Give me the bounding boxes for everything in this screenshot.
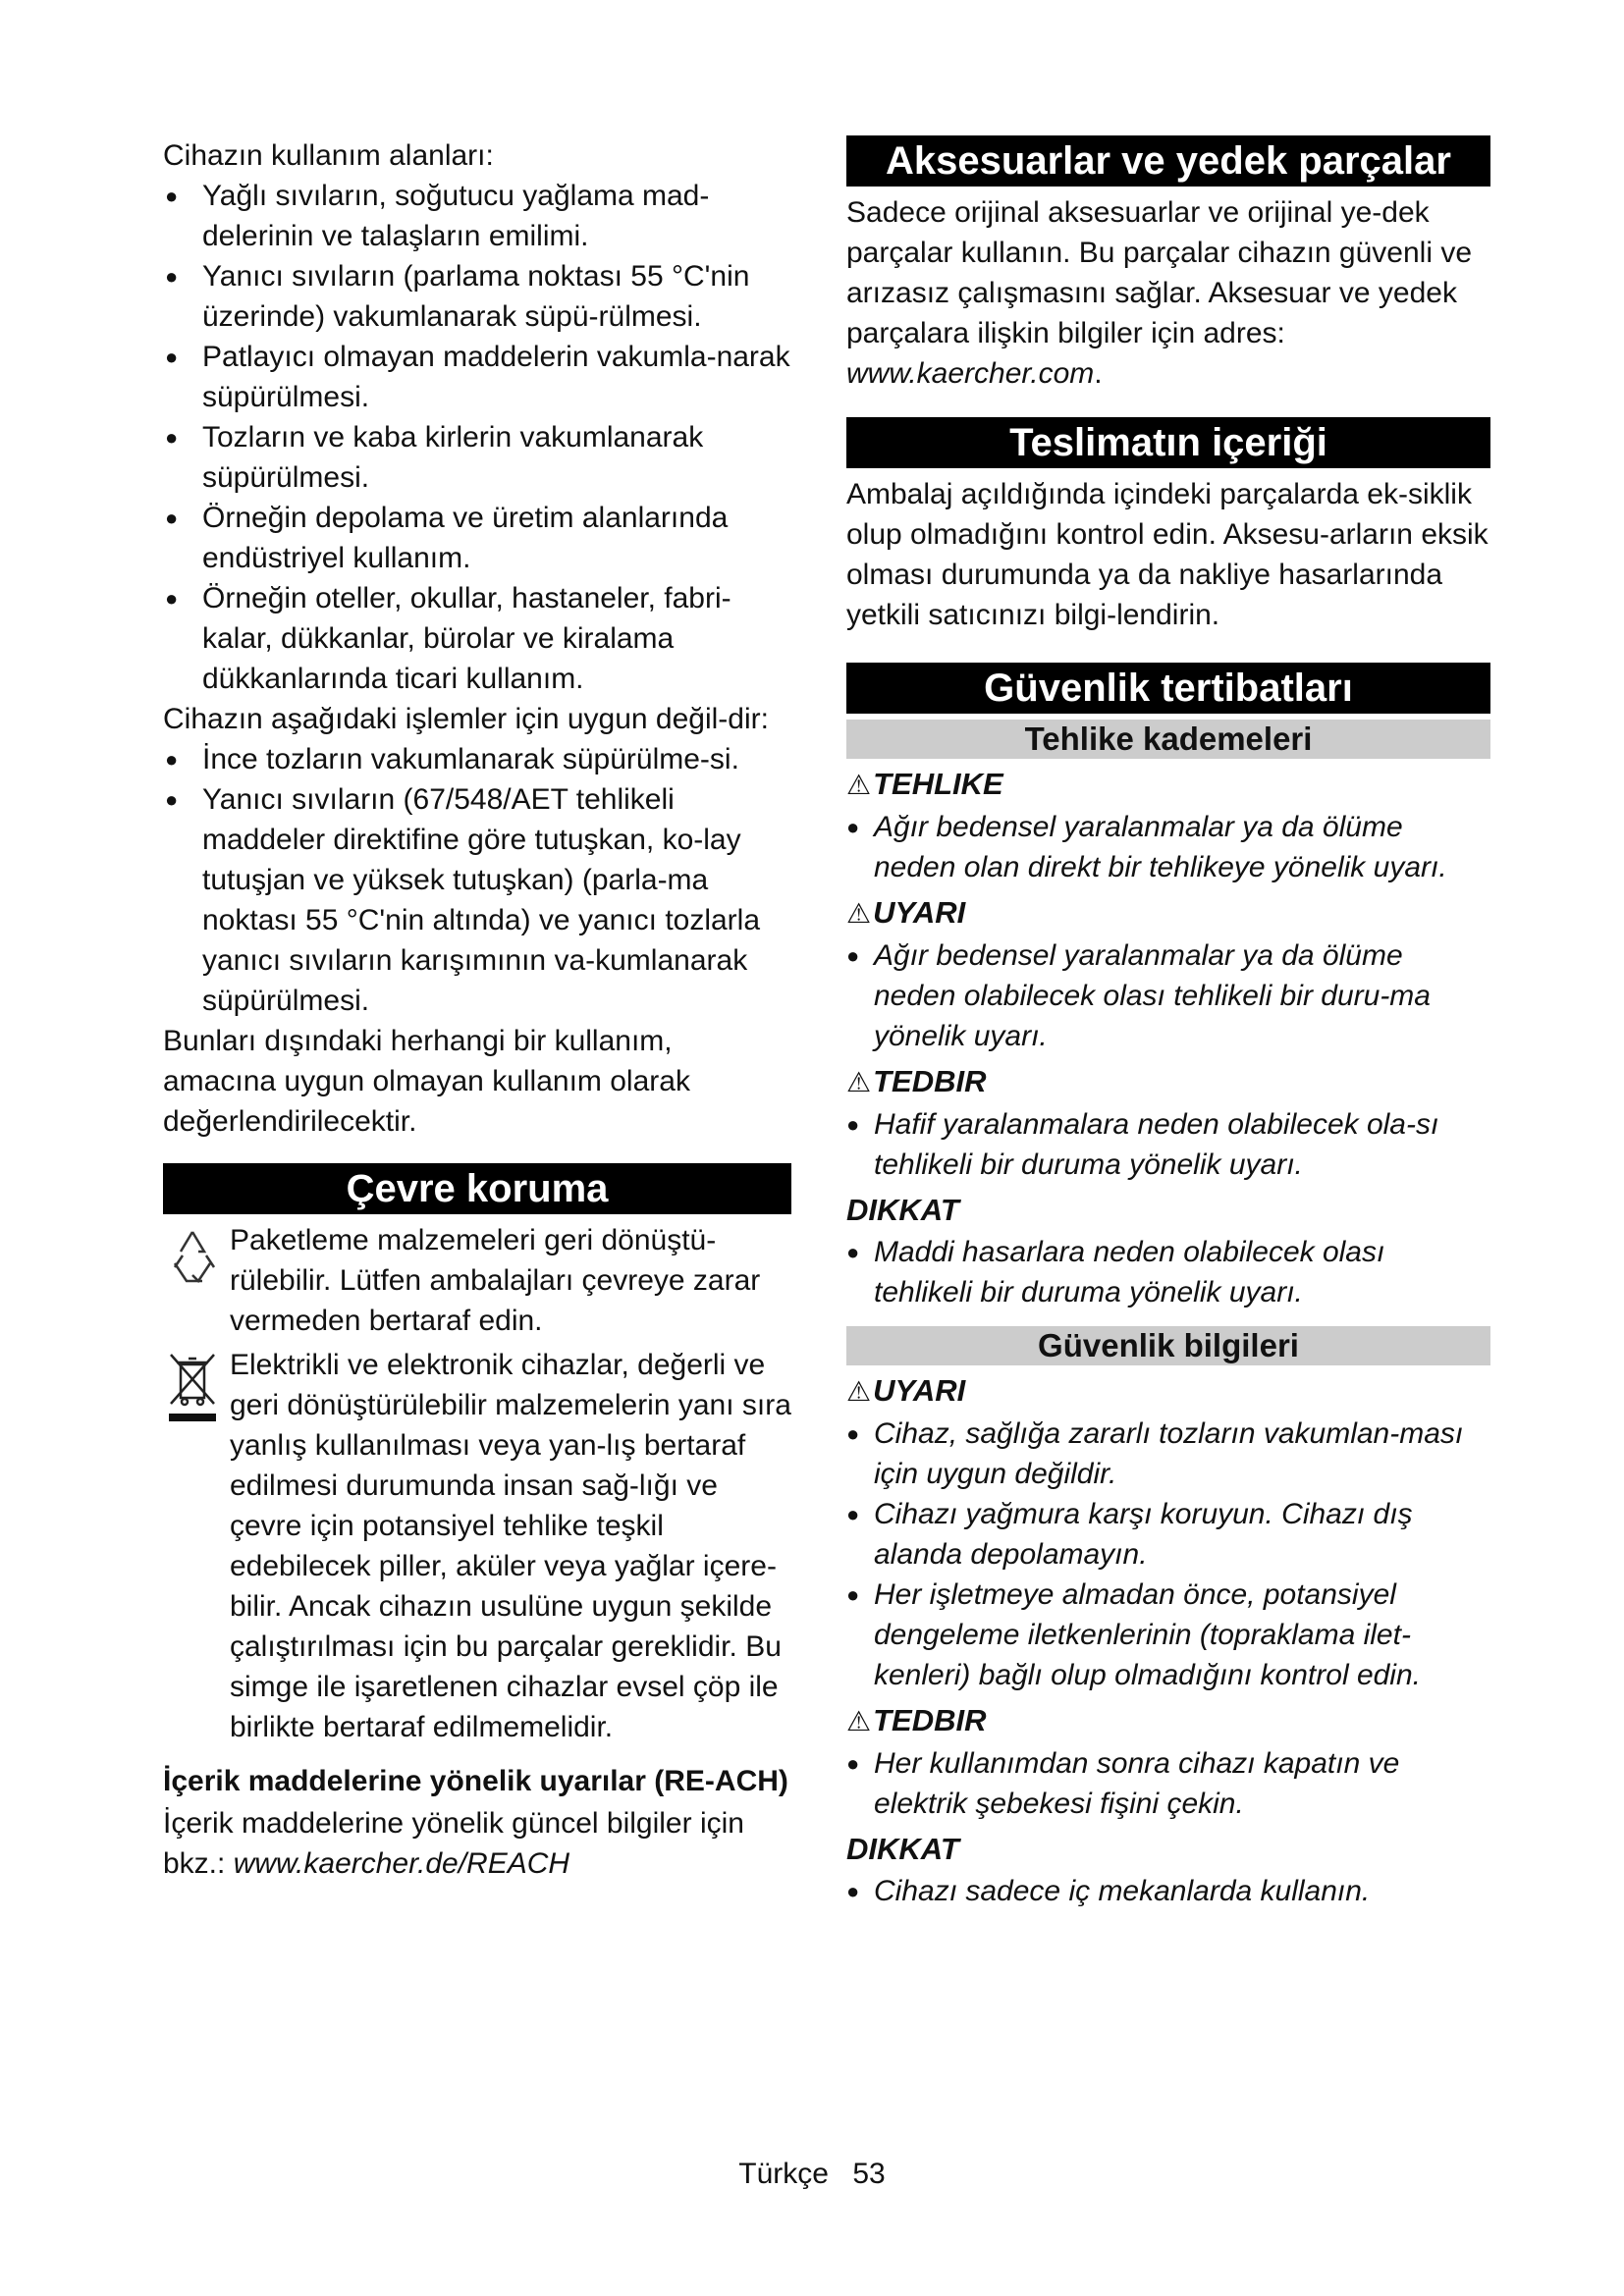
si-tedbir-label: ⚠TEDBIR (846, 1703, 987, 1737)
usage-intro: Cihazın kullanım alanları: (163, 139, 494, 172)
accessories-paragraph (846, 192, 1490, 394)
tehlike-label: ⚠TEHLIKE (846, 767, 1003, 801)
list-item: ● Örneğin oteller, okullar, hastaneler, fabri-kalar, dükkanlar, bürolar ve kiralama dükkanlarında ticari kullanım. (163, 578, 791, 699)
dikkat-list (846, 1232, 1490, 1312)
usage-list (163, 176, 791, 699)
list-item: ● Yanıcı sıvıların (parlama noktası 55 °C'nin üzerinde) vakumlanarak süpü-rülmesi. (163, 256, 791, 337)
warning-triangle-icon: ⚠ (846, 1706, 872, 1736)
warning-triangle-icon: ⚠ (846, 898, 872, 929)
weee-row (163, 1345, 791, 1747)
delivery-heading: Teslimatın içeriği (846, 417, 1490, 468)
list-item: ● Ağır bedensel yaralanmalar ya da ölüme neden olan direkt bir tehlikeye yönelik uyarı. (846, 807, 1490, 887)
list-item: ● Örneğin depolama ve üretim alanlarında endüstriyel kullanım. (163, 498, 791, 578)
page-footer (0, 2155, 1624, 2194)
si-tedbir-list (846, 1743, 1490, 1824)
safety-heading: Güvenlik tertibatları (846, 663, 1490, 714)
uyari-list (846, 935, 1490, 1056)
list-item: ● Yanıcı sıvıların (67/548/AET tehlikeli maddeler direktifine göre tutuşkan, ko-lay tutuşjan ve yüksek tutuşkan) (parla-ma noktası 55 °C'nin altında) ve yanıcı tozlarla yanıcı sıvıların karışımının va-kumlanarak süpürülmesi. (163, 779, 791, 1021)
not-suitable-list (163, 739, 791, 1021)
si-dikkat-list (846, 1871, 1490, 1911)
si-uyari-label: ⚠UYARI (846, 1373, 966, 1408)
safety-info-heading: Güvenlik bilgileri (846, 1326, 1490, 1365)
list-item: ● Ağır bedensel yaralanmalar ya da ölüme neden olabilecek olası tehlikeli bir duru-ma yönelik uyarı. (846, 935, 1490, 1056)
tedbir-list (846, 1104, 1490, 1185)
reach-paragraph (163, 1803, 791, 1884)
list-item: ● Cihaz, sağlığa zararlı tozların vakumlan-ması için uygun değildir. (846, 1414, 1490, 1494)
warning-triangle-icon: ⚠ (846, 770, 872, 800)
reach-heading: İçerik maddelerine yönelik uyarılar (RE-ACH) (163, 1765, 788, 1797)
env-weee-text: Elektrikli ve elektronik cihazlar, değerli ve geri dönüştürülebilir malzemelerin yanı sıra yanlış kullanılması veya yan-lış bertaraf edilmesi durumunda insan sağ-lığı ve çevre için potansiyel tehlike teşkil edebilecek piller, aküler veya yağlar içere-bilir. Ancak cihazın usulüne uygun şekilde çalıştırılması için bu parçalar gereklidir. Bu simge ile işaretlenen cihazlar evsel çöp ile birlikte bertaraf edilmemelidir. (230, 1349, 791, 1743)
list-item: ● Yağlı sıvıların, soğutucu yağlama mad-delerinin ve talaşların emilimi. (163, 176, 791, 256)
dikkat-label: DIKKAT (846, 1193, 959, 1227)
not-suitable-intro: Cihazın aşağıdaki işlemler için uygun değil-dir: (163, 703, 769, 735)
misuse-text: Bunları dışındaki herhangi bir kullanım, amacına uygun olmayan kullanım olarak değerlendirilecektir. (163, 1025, 690, 1138)
si-dikkat-label: DIKKAT (846, 1832, 959, 1866)
left-column (163, 135, 791, 1884)
list-item: ● Tozların ve kaba kirlerin vakumlanarak süpürülmesi. (163, 417, 791, 498)
crossed-bin-icon (163, 1349, 222, 1427)
list-item: ● Her kullanımdan sonra cihazı kapatın ve elektrik şebekesi fişini çekin. (846, 1743, 1490, 1824)
footer-language: Türkçe (738, 2158, 829, 2190)
list-item: ● İnce tozların vakumlanarak süpürülme-si. (163, 739, 791, 779)
list-item: ● Patlayıcı olmayan maddelerin vakumla-narak süpürülmesi. (163, 337, 791, 417)
hazard-levels-heading: Tehlike kademeleri (846, 720, 1490, 759)
accessories-link[interactable]: www.kaercher.com (846, 357, 1095, 390)
tehlike-list (846, 807, 1490, 887)
right-column (846, 135, 1490, 1911)
si-uyari-list (846, 1414, 1490, 1695)
list-item: ● Cihazı yağmura karşı koruyun. Cihazı dış alanda depolamayın. (846, 1494, 1490, 1575)
accessories-heading: Aksesuarlar ve yedek parçalar (846, 135, 1490, 187)
list-item: ● Her işletmeye almadan önce, potansiyel dengeleme iletkenlerinin (topraklama ilet-kenleri) bağlı olup olmadığını kontrol edin. (846, 1575, 1490, 1695)
recycle-icon (163, 1224, 222, 1295)
page-number: 53 (852, 2158, 886, 2190)
warning-triangle-icon: ⚠ (846, 1376, 872, 1407)
env-heading: Çevre koruma (163, 1163, 791, 1214)
tedbir-label: ⚠TEDBIR (846, 1064, 987, 1098)
env-recycle-text: Paketleme malzemeleri geri dönüştü-rülebilir. Lütfen ambalajları çevreye zarar vermeden bertaraf edin. (230, 1224, 761, 1337)
reach-text: İçerik maddelerine yönelik güncel bilgiler için bkz.: (163, 1807, 744, 1880)
warning-triangle-icon: ⚠ (846, 1067, 872, 1097)
list-item: ● Cihazı sadece iç mekanlarda kullanın. (846, 1871, 1490, 1911)
delivery-text: Ambalaj açıldığında içindeki parçalarda ek-siklik olup olmadığını kontrol edin. Aksesu-arların eksik olması durumunda ya da nakliye hasarlarında yetkili satıcınızı bilgi-lendirin. (846, 478, 1489, 631)
uyari-label: ⚠UYARI (846, 895, 966, 930)
accessories-text-end: . (1094, 357, 1103, 390)
list-item: ● Maddi hasarlara neden olabilecek olası tehlikeli bir duruma yönelik uyarı. (846, 1232, 1490, 1312)
reach-link[interactable]: www.kaercher.de/REACH (233, 1847, 570, 1880)
list-item: ● Hafif yaralanmalara neden olabilecek ola-sı tehlikeli bir duruma yönelik uyarı. (846, 1104, 1490, 1185)
recycle-row (163, 1220, 791, 1341)
accessories-text: Sadece orijinal aksesuarlar ve orijinal ye-dek parçalar kullanın. Bu parçalar cihazın güvenli ve arızasız çalışmasını sağlar. Aksesuar ve yedek parçalara ilişkin bilgiler için adres: (846, 196, 1473, 349)
